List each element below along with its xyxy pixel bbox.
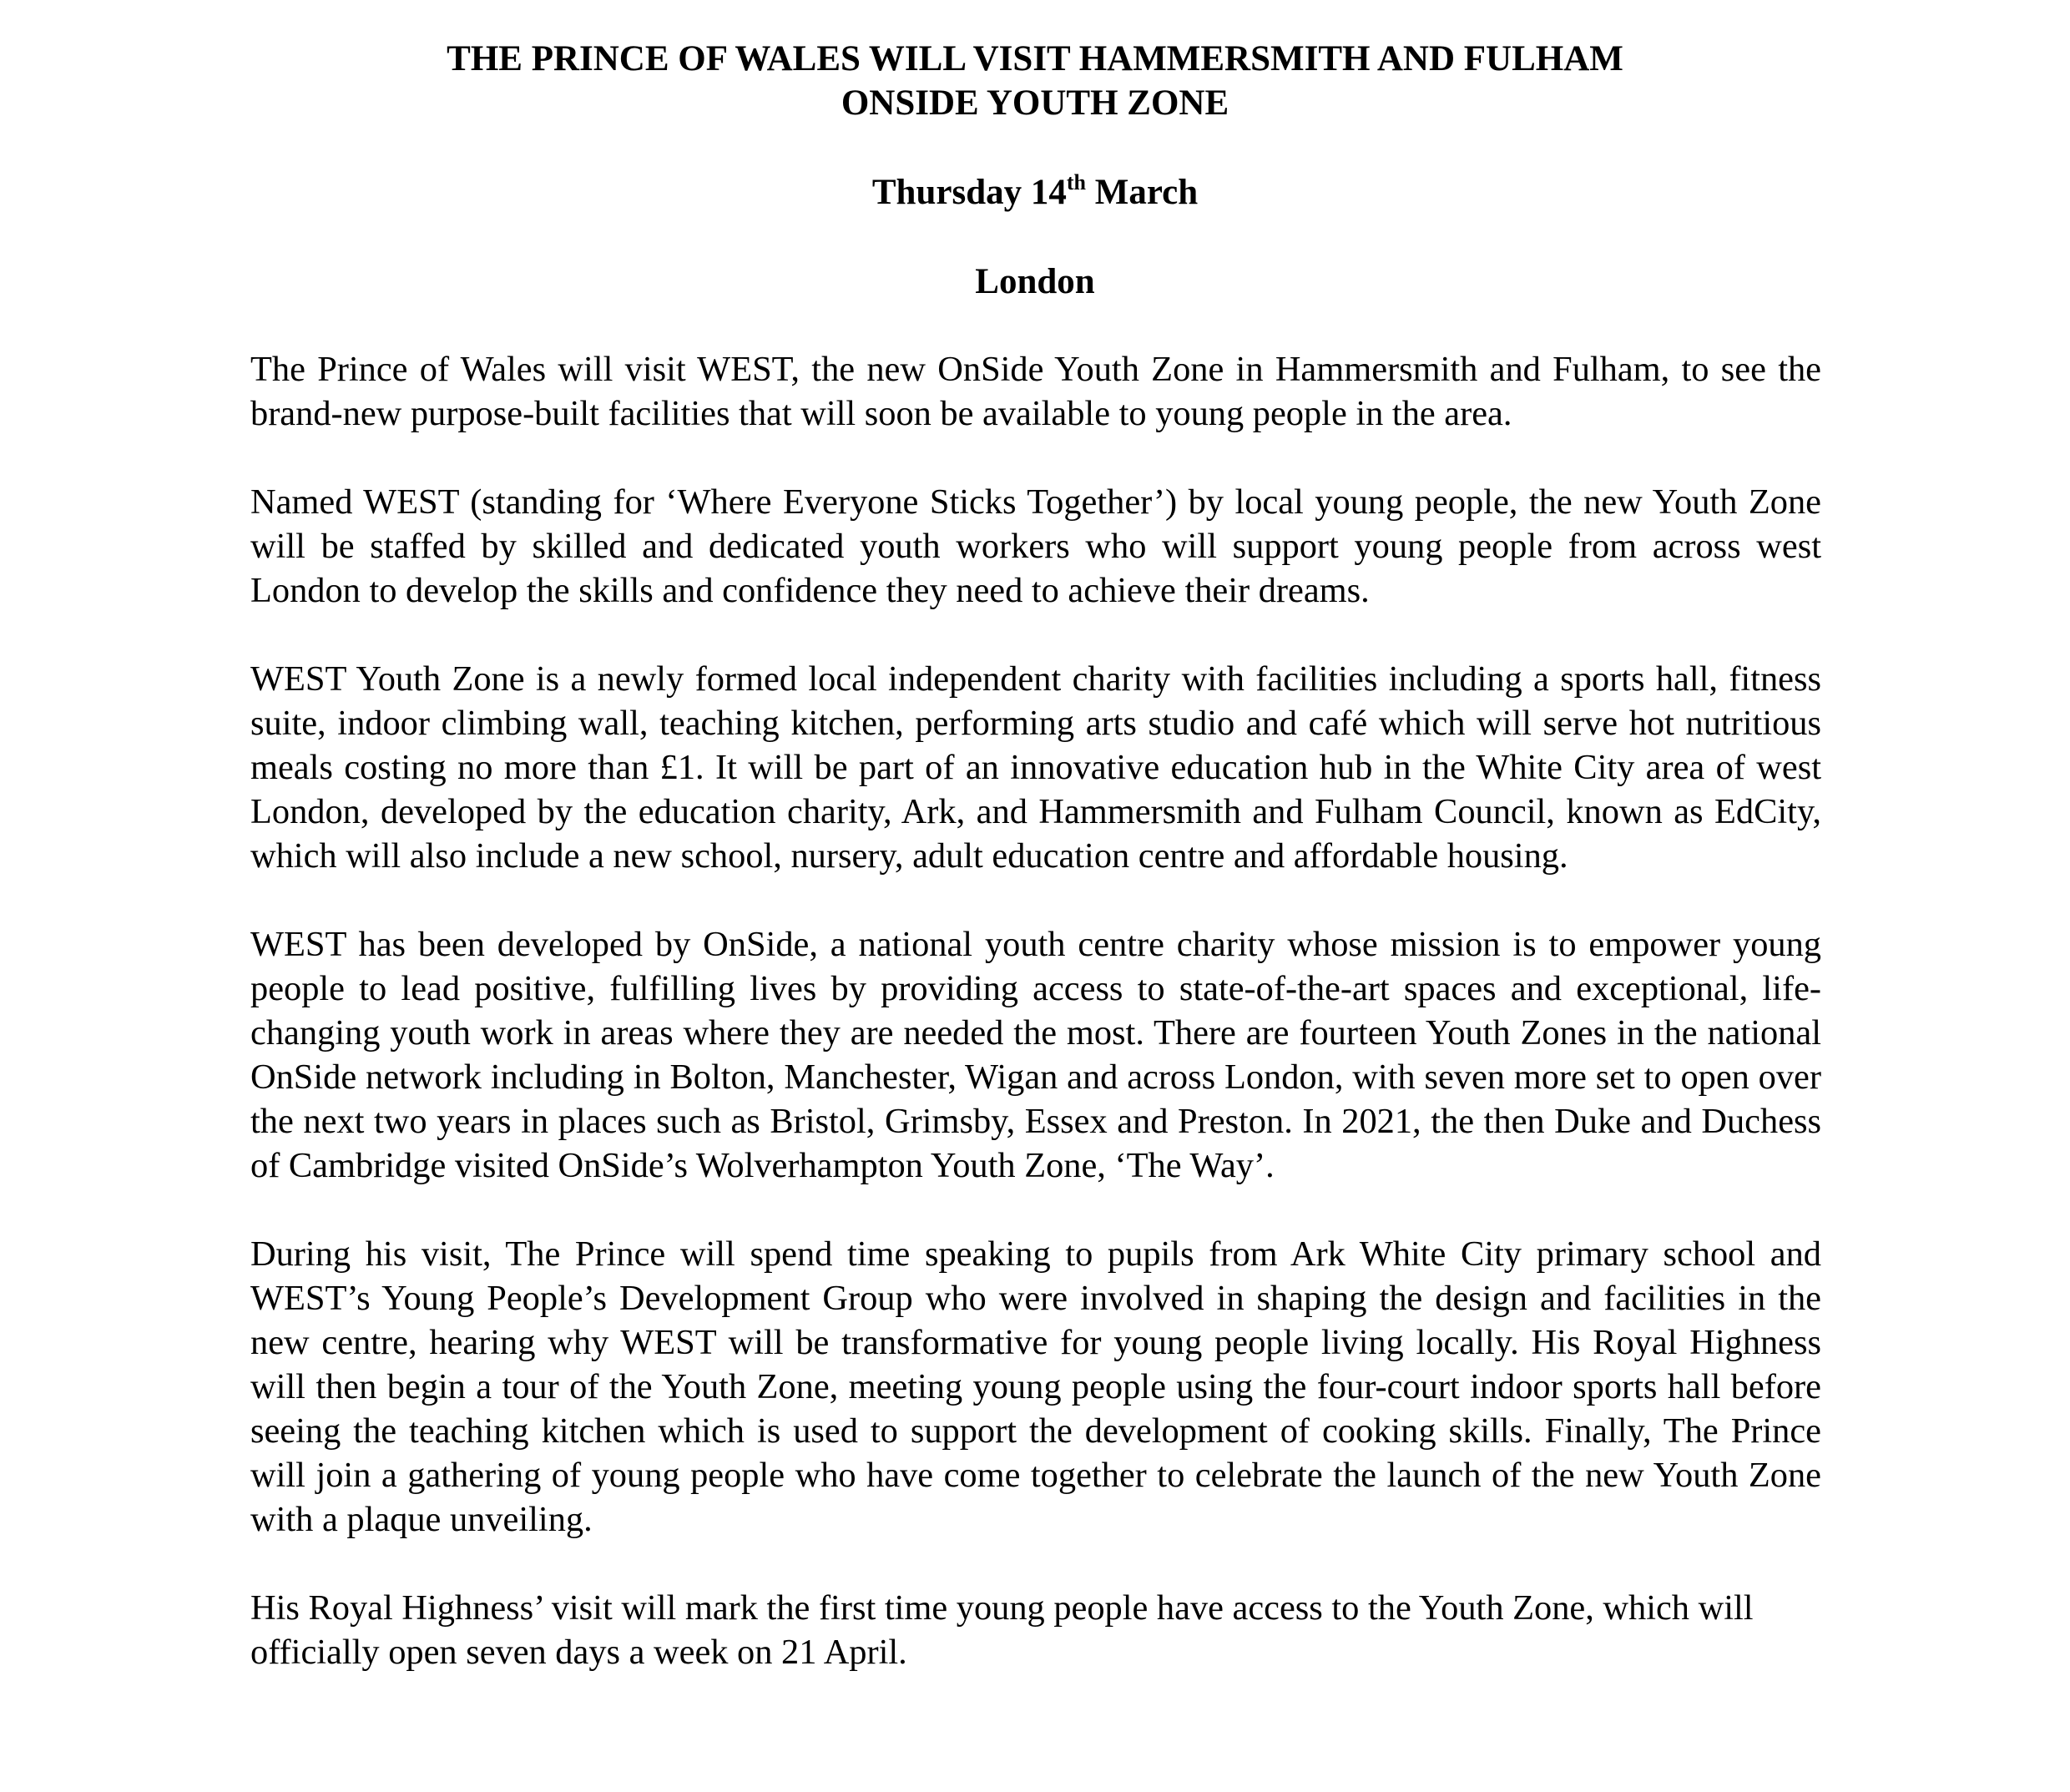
title-line-2: ONSIDE YOUTH ZONE: [841, 83, 1229, 123]
date-month: March: [1094, 173, 1199, 212]
paragraph-onside: WEST has been developed by OnSide, a national youth centre charity whose mission is to empower young people to lead positive, fulfilling lives by providing access to state-of-the-art spaces and exceptional, life-changing youth work in areas where they are needed the most. There are fourteen Youth Zones in the national OnSide network including in Bolton, Manchester, Wigan and across London, with seven more set to open over the next two years in places such as Bristol, Grimsby, Essex and Preston. In 2021, the then Duke and Duchess of Cambridge visited OnSide’s Wolverhampton Youth Zone, ‘The Way’.: [250, 925, 1821, 1185]
paragraph-facilities: WEST Youth Zone is a newly formed local independent charity with facilities including a sports hall, fitness suite, indoor climbing wall, teaching kitchen, performing arts studio and café which will serve hot nutritious meals costing no more than £1. It will be part of an innovative education hub in the White City area of west London, developed by the education charity, Ark, and Hammersmith and Fulham Council, known as EdCity, which will also include a new school, nursery, adult education centre and affordable housing.: [250, 659, 1821, 876]
title-line-1: THE PRINCE OF WALES WILL VISIT HAMMERSMITH AND FULHAM: [447, 39, 1623, 78]
date-day: Thursday 14: [871, 173, 1067, 212]
document-body: [250, 347, 1821, 1719]
date-ordinal-suffix: th: [1066, 169, 1086, 194]
event-date: [250, 170, 1820, 215]
event-location: London: [975, 262, 1095, 301]
paragraph-intro: The Prince of Wales will visit WEST, the new OnSide Youth Zone in Hammersmith and Fulham, to see the brand-new purpose-built facilities that will soon be available to young people in the area.: [250, 350, 1821, 433]
paragraph-name-meaning: Named WEST (standing for ‘Where Everyone Sticks Together’) by local young people, the new Youth Zone will be staffed by skilled and dedicated youth workers who will support young people from across west London to develop the skills and confidence they need to achieve their dreams.: [250, 482, 1821, 610]
paragraph-visit-details: During his visit, The Prince will spend time speaking to pupils from Ark White City primary school and WEST’s Young People’s Development Group who were involved in shaping the design and facilities in the new centre, hearing why WEST will be transformative for young people living locally. His Royal Highness will then begin a tour of the Youth Zone, meeting young people using the four-court indoor sports hall before seeing the teaching kitchen which is used to support the development of cooking skills. Finally, The Prince will join a gathering of young people who have come together to celebrate the launch of the new Youth Zone with a plaque unveiling.: [250, 1234, 1821, 1539]
paragraph-opening: His Royal Highness’ visit will mark the first time young people have access to the Youth Zone, which will officially open seven days a week on 21 April.: [250, 1588, 1754, 1672]
page-title: [250, 37, 1820, 125]
